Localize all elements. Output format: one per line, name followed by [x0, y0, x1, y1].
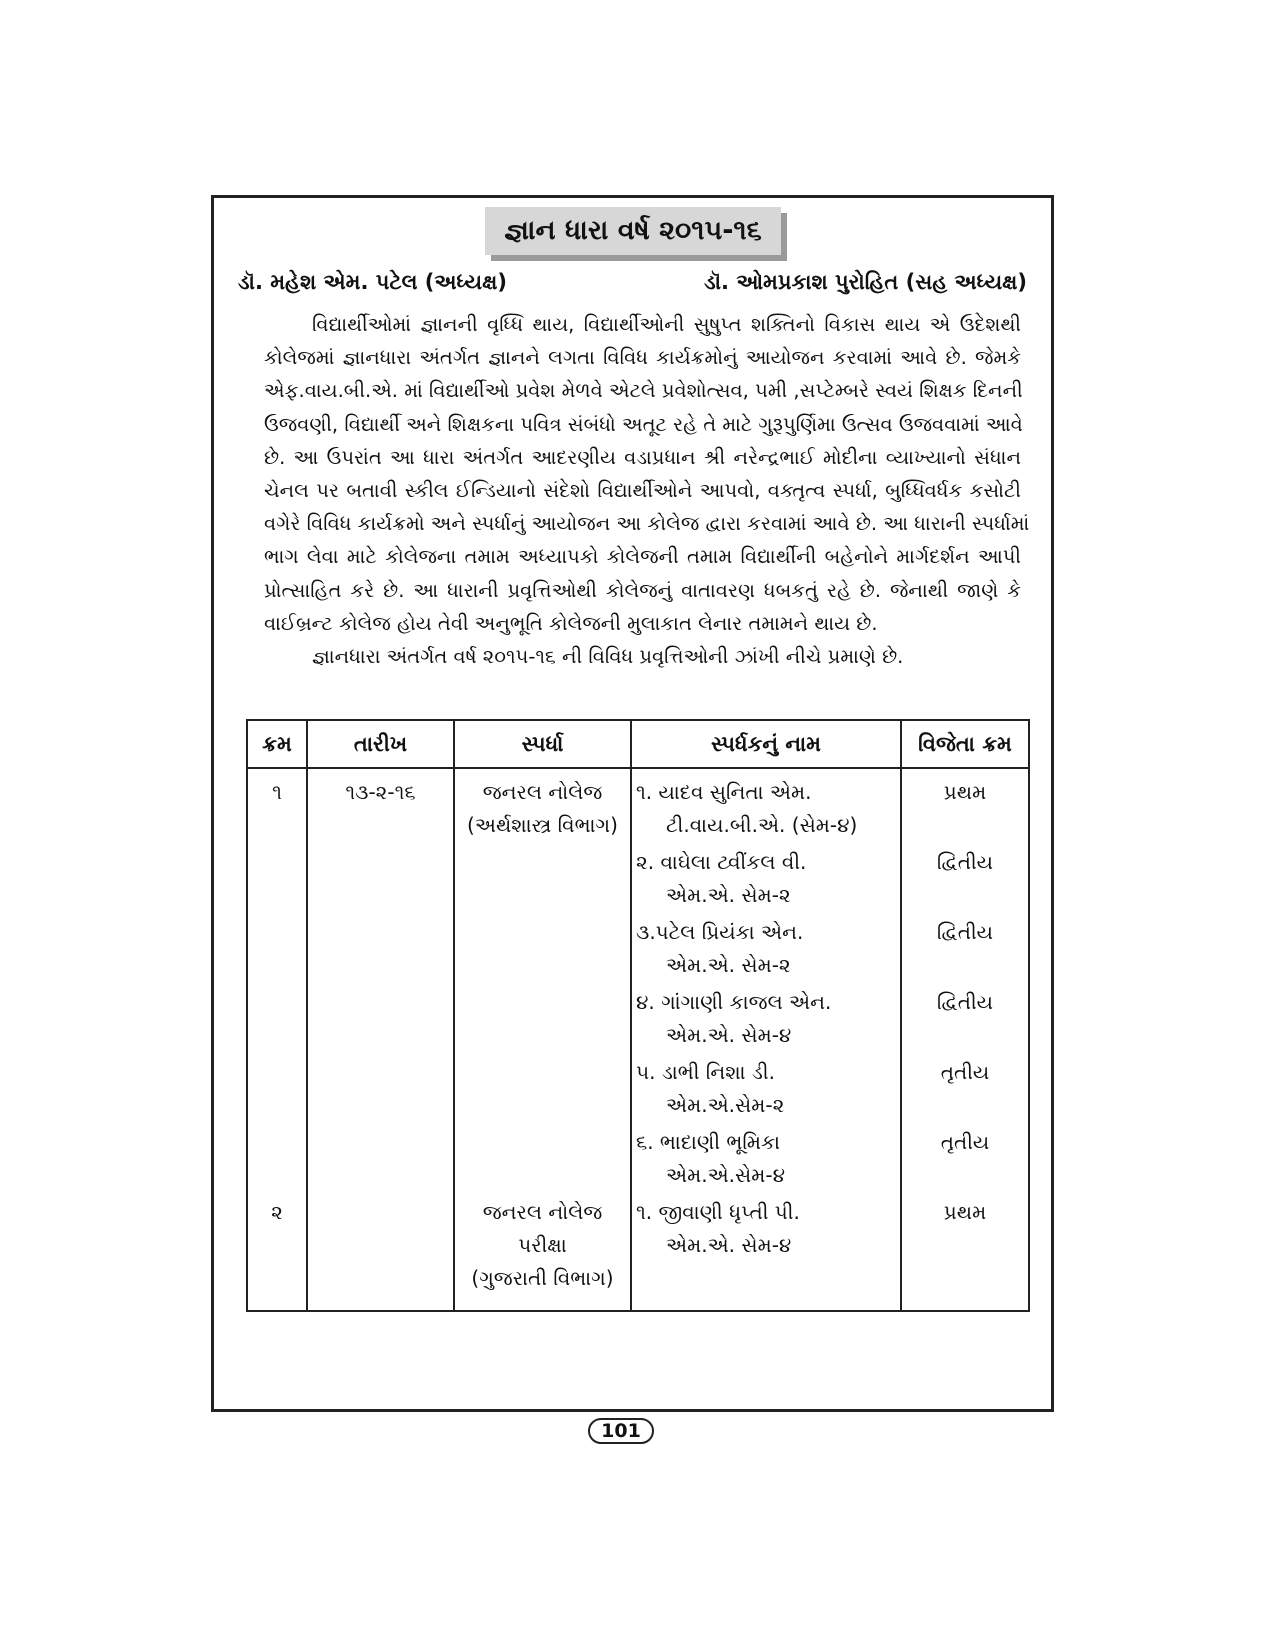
list-item — [636, 986, 899, 1056]
results-table — [246, 719, 1030, 1312]
title-box — [485, 207, 781, 255]
participant-class: એમ.એ. સેમ-૨ — [666, 883, 791, 907]
winner-rank: દ્વિતીય — [936, 850, 994, 874]
list-item — [636, 1126, 899, 1196]
table-header-row — [247, 720, 1029, 768]
paragraph-line: ઉજવણી, વિદ્યાર્થી અને શિક્ષકના પવિત્ર સંબંધો અતૂટ રહે તે માટે ગુરૂપુર્ણિમા ઉત્સવ ઉજવવામાં આવે — [264, 412, 1023, 436]
intro-line: જ્ઞાનધારા અંતર્ગત વર્ષ ૨૦૧૫-૧૬ ની વિવિધ પ્રવૃત્તિઓની ઝાંખી નીચે પ્રમાણે છે. — [312, 645, 904, 669]
participant-name: ૧. યાદવ સુનિતા એમ. — [636, 780, 812, 804]
paragraph-line: છે. આ ઉપરાંત આ ધારા અંતર્ગત આદરણીય વડાપ્રધાન શ્રી નરેન્દ્રભાઈ મોદીના વ્યાખ્યાનો સંધાન — [264, 445, 1021, 469]
participant-class: એમ.એ. સેમ-૪ — [666, 1023, 792, 1047]
winner-rank: તૃતીય — [940, 1130, 990, 1154]
table-bottom-row — [247, 1308, 1029, 1311]
competition-dept: (ગુજરાતી વિભાગ) — [471, 1266, 614, 1290]
winner-rank: દ્વિતીય — [936, 990, 994, 1014]
participant-class: એમ.એ.સેમ-૨ — [666, 1093, 785, 1117]
participant-name: ૫. ડાભી નિશા ડી. — [636, 1060, 775, 1084]
competition-name: જનરલ નોલેજ પરીક્ષા — [482, 1200, 603, 1257]
head-co-chair: ડૉ. ઓમપ્રકાશ પુરોહિત (સહ અધ્યક્ષ) — [704, 269, 1027, 294]
header-participant: સ્પર્ધકનું નામ — [631, 720, 901, 768]
table-spacer-cell — [307, 1308, 454, 1311]
rank-cell — [901, 768, 1029, 1308]
participant-class: એમ.એ. સેમ-૨ — [666, 953, 791, 977]
body-paragraph — [264, 308, 1030, 673]
serial-cell — [247, 768, 307, 1308]
winner-rank: તૃતીય — [940, 1060, 990, 1084]
table-spacer-cell — [631, 1308, 901, 1311]
participant-name: ૧. જીવાણી ધૃપ્તી પી. — [636, 1200, 800, 1224]
competition-name: જનરલ નોલેજ — [482, 780, 603, 804]
header-competition: સ્પર્ધા — [454, 720, 631, 768]
participant-name: ૨. વાઘેલા ટ્વીંકલ વી. — [636, 850, 807, 874]
list-item — [636, 776, 899, 846]
head-chair: ડૉ. મહેશ એમ. પટેલ (અધ્યક્ષ) — [238, 269, 507, 294]
participant-class: એમ.એ.સેમ-૪ — [666, 1163, 785, 1187]
list-item — [636, 1056, 899, 1126]
participant-class: એમ.એ. સેમ-૪ — [666, 1233, 792, 1257]
participant-name: ૬. ભાદાણી ભૂમિકા — [636, 1130, 781, 1154]
paragraph-line: ચેનલ પર બતાવી સ્કીલ ઈન્ડિયાનો સંદેશો વિદ્યાર્થીઓને આપવો, વક્તૃત્વ સ્પર્ધા, બુધ્ધિવર્ધક કસોટી — [264, 479, 1021, 503]
table-spacer-cell — [247, 1308, 307, 1311]
participant-cell — [631, 768, 901, 1308]
paragraph-line: વિદ્યાર્થીઓમાં જ્ઞાનની વૃધ્ધિ થાય, વિદ્યાર્થીઓની સુષુપ્ત શક્તિનો વિકાસ થાય એ ઉદેશથી — [312, 313, 1021, 336]
paragraph-line: વાઈબ્રન્ટ કોલેજ હોય તેવી અનુભૂતિ કોલેજની મુલાકાત લેનાર તમામને થાય છે. — [264, 611, 878, 635]
header-rank: વિજેતા ક્રમ — [901, 720, 1029, 768]
date-cell — [307, 768, 454, 1308]
paragraph-line: વગેરે વિવિધ કાર્યક્રમો અને સ્પર્ધાનું આયોજન આ કોલેજ દ્વારા કરવામાં આવે છે. આ ધારાની સ્પર્ધામાં — [264, 512, 1030, 536]
page-title: જ્ઞાન ધારા વર્ષ ૨૦૧૫-૧૬ — [485, 207, 781, 255]
event-date: ૧૩-૨-૧૬ — [345, 780, 416, 804]
winner-rank: દ્વિતીય — [936, 920, 994, 944]
list-item — [636, 1196, 899, 1266]
table-row — [247, 768, 1029, 1308]
paragraph-line: એફ.વાય.બી.એ. માં વિદ્યાર્થીઓ પ્રવેશ મેળવે એટલે પ્રવેશોત્સવ, ૫મી ,સપ્ટેમ્બરે સ્વયં શિક્ષક દિનની — [264, 379, 1023, 403]
participant-name: ૩.પટેલ પ્રિયંકા એન. — [636, 920, 804, 944]
paragraph-line: પ્રોત્સાહિત કરે છે. આ ધારાની પ્રવૃત્તિઓથી કોલેજનું વાતાવરણ ધબકતું રહે છે. જેનાથી જાણે કે — [264, 578, 1021, 602]
participant-name: ૪. ગાંગાણી કાજલ એન. — [636, 990, 832, 1014]
serial-number: ૨ — [271, 1200, 283, 1224]
serial-number: ૧ — [272, 780, 282, 804]
list-item — [636, 846, 899, 916]
winner-rank: પ્રથમ — [943, 1200, 987, 1224]
page-number: 101 — [588, 1418, 654, 1444]
heads-row — [238, 266, 1027, 298]
header-serial: ક્રમ — [247, 720, 307, 768]
header-date: તારીખ — [307, 720, 454, 768]
table-spacer-cell — [901, 1308, 1029, 1311]
page-frame — [211, 195, 1054, 1412]
winner-rank: પ્રથમ — [943, 780, 987, 804]
table-spacer-cell — [454, 1308, 631, 1311]
competition-cell — [454, 768, 631, 1308]
paragraph-line: ભાગ લેવા માટે કોલેજના તમામ અધ્યાપકો કોલેજની તમામ વિદ્યાર્થીની બહેનોને માર્ગદર્શન આપી — [264, 545, 1021, 569]
list-item — [636, 916, 899, 986]
participant-class: ટી.વાય.બી.એ. (સેમ-૪) — [666, 813, 858, 837]
competition-dept: (અર્થશાસ્ત્ર વિભાગ) — [467, 813, 618, 837]
paragraph-line: કોલેજમાં જ્ઞાનધારા અંતર્ગત જ્ઞાનને લગતા વિવિધ કાર્યક્રમોનું આયોજન કરવામાં આવે છે. જેમકે — [264, 346, 1021, 370]
